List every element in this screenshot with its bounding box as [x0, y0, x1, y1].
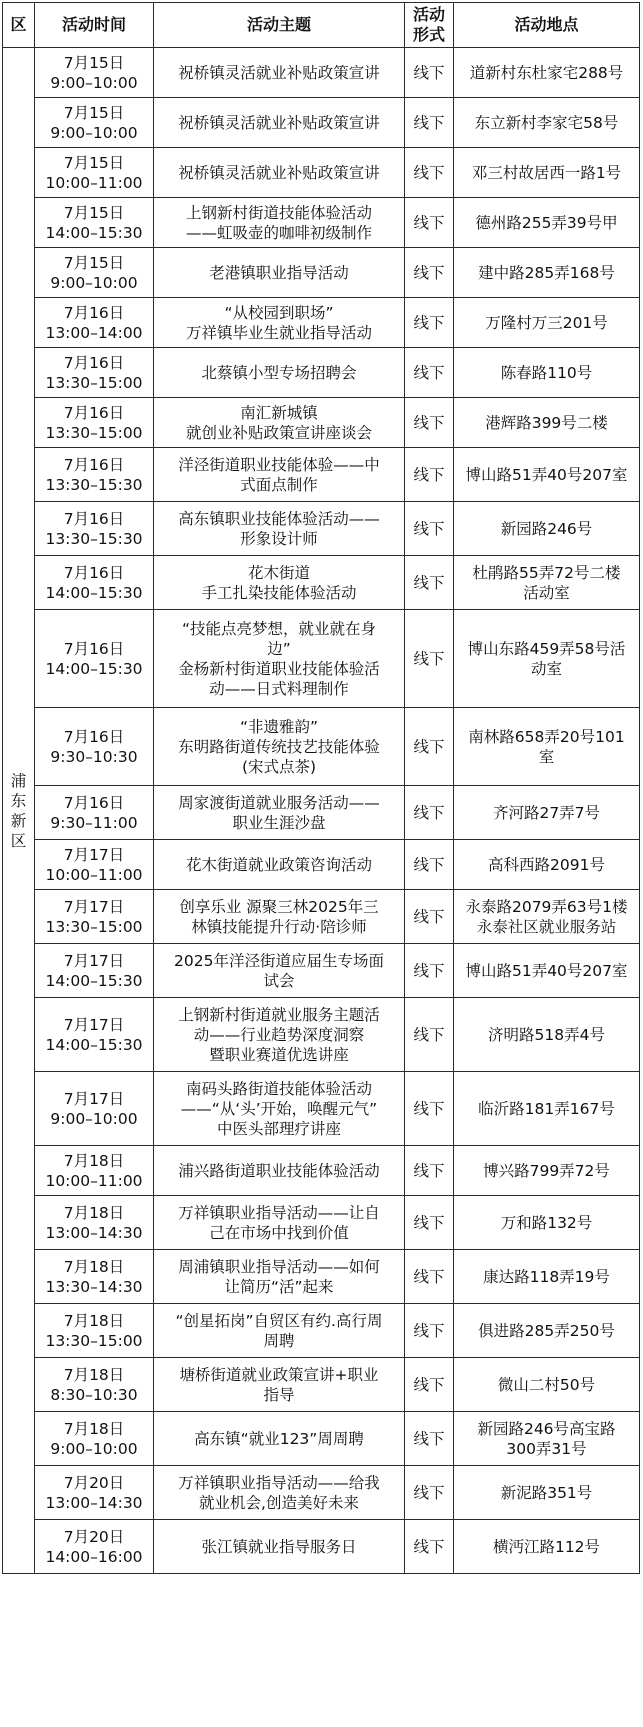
format-cell [405, 890, 454, 944]
format-text: 线下 [413, 1537, 445, 1556]
time-text: 7月17日 13:30–15:00 [45, 897, 143, 936]
format-text: 线下 [413, 649, 445, 668]
time-cell [35, 610, 154, 708]
format-cell [405, 1196, 454, 1250]
topic-cell [154, 1304, 405, 1358]
location-text: 康达路118弄19号 [483, 1267, 610, 1286]
format-cell [405, 98, 454, 148]
table-row [3, 890, 640, 944]
table-row [3, 1250, 640, 1304]
format-text: 线下 [413, 907, 445, 926]
format-cell [405, 448, 454, 502]
format-cell [405, 48, 454, 98]
topic-cell [154, 1412, 405, 1466]
time-cell [35, 1466, 154, 1520]
location-text: 永泰路2079弄63号1楼 永泰社区就业服务站 [465, 897, 628, 936]
table-row [3, 1412, 640, 1466]
format-text: 线下 [413, 1429, 445, 1448]
topic-text: 高东镇“就业123”周周聘 [194, 1429, 364, 1448]
location-cell [454, 1072, 640, 1146]
topic-cell [154, 248, 405, 298]
table-row [3, 944, 640, 998]
table-row [3, 1304, 640, 1358]
location-cell [454, 1466, 640, 1520]
time-text: 7月18日 9:00–10:00 [50, 1419, 138, 1458]
location-text: 俱进路285弄250号 [478, 1321, 615, 1340]
district-label: 浦 东 新 区 [10, 771, 27, 850]
table-row [3, 398, 640, 448]
format-text: 线下 [413, 163, 445, 182]
header-location: 活动地点 [454, 3, 640, 48]
format-text: 线下 [413, 363, 445, 382]
table-row [3, 556, 640, 610]
time-text: 7月20日 14:00–16:00 [45, 1527, 143, 1566]
location-text: 道新村东杜家宅288号 [469, 63, 624, 82]
location-cell [454, 786, 640, 840]
topic-cell [154, 148, 405, 198]
time-text: 7月16日 13:30–15:00 [45, 403, 143, 442]
topic-text: 祝桥镇灵活就业补贴政策宣讲 [178, 113, 380, 132]
location-text: 新园路246号高宝路 300弄31号 [477, 1419, 616, 1458]
location-cell [454, 944, 640, 998]
topic-cell [154, 298, 405, 348]
topic-text: 张江镇就业指导服务日 [201, 1537, 357, 1556]
format-text: 线下 [413, 213, 445, 232]
time-text: 7月18日 13:30–15:00 [45, 1311, 143, 1350]
format-cell [405, 556, 454, 610]
topic-cell [154, 1520, 405, 1574]
topic-text: 花木街道就业政策咨询活动 [185, 855, 372, 874]
location-cell [454, 1146, 640, 1196]
location-cell [454, 198, 640, 248]
format-cell [405, 998, 454, 1072]
table-row [3, 1196, 640, 1250]
table-row [3, 1072, 640, 1146]
topic-text: 老港镇职业指导活动 [209, 263, 349, 282]
topic-cell [154, 1466, 405, 1520]
time-text: 7月15日 9:00–10:00 [50, 253, 138, 292]
location-cell [454, 890, 640, 944]
topic-text: 周家渡街道就业服务活动—— 职业生涯沙盘 [178, 793, 380, 832]
time-cell [35, 840, 154, 890]
location-cell [454, 348, 640, 398]
time-cell [35, 348, 154, 398]
time-cell [35, 1072, 154, 1146]
table-row [3, 1520, 640, 1574]
location-text: 杜鹃路55弄72号二楼 活动室 [472, 563, 621, 602]
topic-cell [154, 840, 405, 890]
topic-cell [154, 348, 405, 398]
location-text: 临沂路181弄167号 [478, 1099, 615, 1118]
location-text: 建中路285弄168号 [478, 263, 615, 282]
location-cell [454, 840, 640, 890]
location-cell [454, 610, 640, 708]
topic-cell [154, 708, 405, 786]
format-text: 线下 [413, 961, 445, 980]
time-cell [35, 448, 154, 502]
format-cell [405, 398, 454, 448]
topic-cell [154, 998, 405, 1072]
time-text: 7月16日 13:00–14:00 [45, 303, 143, 342]
schedule-body [3, 48, 640, 1574]
time-cell [35, 98, 154, 148]
topic-text: 万祥镇职业指导活动——让自 己在市场中找到价值 [178, 1203, 380, 1242]
time-cell [35, 1412, 154, 1466]
table-row [3, 448, 640, 502]
time-text: 7月16日 13:30–15:30 [45, 455, 143, 494]
time-cell [35, 1520, 154, 1574]
format-cell [405, 298, 454, 348]
format-text: 线下 [413, 737, 445, 756]
time-text: 7月16日 14:00–15:30 [45, 563, 143, 602]
time-cell [35, 398, 154, 448]
time-text: 7月15日 10:00–11:00 [45, 153, 143, 192]
time-text: 7月16日 14:00–15:30 [45, 639, 143, 678]
topic-text: 万祥镇职业指导活动——给我 就业机会,创造美好未来 [178, 1473, 380, 1512]
location-cell [454, 998, 640, 1072]
location-text: 博山路51弄40号207室 [465, 465, 628, 484]
location-text: 博兴路799弄72号 [483, 1161, 610, 1180]
table-row [3, 786, 640, 840]
format-cell [405, 1250, 454, 1304]
time-text: 7月17日 9:00–10:00 [50, 1089, 138, 1128]
format-text: 线下 [413, 413, 445, 432]
location-text: 新泥路351号 [500, 1483, 593, 1502]
location-text: 新园路246号 [500, 519, 593, 538]
time-text: 7月18日 10:00–11:00 [45, 1151, 143, 1190]
topic-cell [154, 1196, 405, 1250]
location-text: 南林路658弄20号101 室 [468, 727, 625, 766]
topic-text: 周浦镇职业指导活动——如何 让简历“活”起来 [178, 1257, 380, 1296]
topic-cell [154, 398, 405, 448]
format-cell [405, 1520, 454, 1574]
topic-cell [154, 944, 405, 998]
format-cell [405, 840, 454, 890]
topic-text: 上钢新村街道技能体验活动 ——虹吸壶的咖啡初级制作 [185, 203, 372, 242]
time-cell [35, 708, 154, 786]
time-cell [35, 248, 154, 298]
location-cell [454, 98, 640, 148]
topic-cell [154, 1072, 405, 1146]
location-cell [454, 1358, 640, 1412]
topic-text: 祝桥镇灵活就业补贴政策宣讲 [178, 63, 380, 82]
table-row [3, 348, 640, 398]
topic-cell [154, 1358, 405, 1412]
format-text: 线下 [413, 1099, 445, 1118]
table-row [3, 1466, 640, 1520]
location-cell [454, 556, 640, 610]
topic-text: 上钢新村街道就业服务主题活 动——行业趋势深度洞察 暨职业赛道优选讲座 [178, 1005, 380, 1064]
topic-text: 南汇新城镇 就创业补贴政策宣讲座谈会 [185, 403, 372, 442]
topic-text: 塘桥街道就业政策宣讲+职业 指导 [179, 1365, 379, 1404]
format-text: 线下 [413, 855, 445, 874]
time-cell [35, 1146, 154, 1196]
header-district: 区 [3, 3, 35, 48]
table-row [3, 198, 640, 248]
time-cell [35, 786, 154, 840]
format-text: 线下 [413, 263, 445, 282]
location-cell [454, 148, 640, 198]
header-time: 活动时间 [35, 3, 154, 48]
topic-text: 南码头路街道技能体验活动 ——“从‘头’开始，唤醒元气” 中医头部理疗讲座 [180, 1079, 378, 1138]
district-cell [3, 48, 35, 1574]
format-cell [405, 502, 454, 556]
time-cell [35, 556, 154, 610]
time-cell [35, 944, 154, 998]
format-cell [405, 786, 454, 840]
topic-text: “非遗雅韵” 东明路街道传统技艺技能体验 (宋式点茶) [178, 717, 380, 776]
format-text: 线下 [413, 519, 445, 538]
table-row [3, 502, 640, 556]
format-text: 线下 [413, 1025, 445, 1044]
location-text: 博山路51弄40号207室 [465, 961, 628, 980]
topic-cell [154, 48, 405, 98]
format-text: 线下 [413, 1321, 445, 1340]
time-cell [35, 48, 154, 98]
format-cell [405, 348, 454, 398]
table-row [3, 708, 640, 786]
time-cell [35, 198, 154, 248]
time-text: 7月17日 14:00–15:30 [45, 951, 143, 990]
location-cell [454, 398, 640, 448]
format-text: 线下 [413, 465, 445, 484]
format-text: 线下 [413, 1213, 445, 1232]
time-text: 7月18日 13:30–14:30 [45, 1257, 143, 1296]
time-text: 7月16日 13:30–15:00 [45, 353, 143, 392]
format-text: 线下 [413, 803, 445, 822]
topic-cell [154, 610, 405, 708]
format-cell [405, 198, 454, 248]
topic-text: 高东镇职业技能体验活动—— 形象设计师 [178, 509, 380, 548]
topic-cell [154, 448, 405, 502]
location-cell [454, 1304, 640, 1358]
time-text: 7月15日 9:00–10:00 [50, 103, 138, 142]
location-text: 港辉路399号二楼 [485, 413, 608, 432]
header-format: 活动形式 [405, 3, 454, 48]
location-text: 微山二村50号 [497, 1375, 596, 1394]
time-cell [35, 298, 154, 348]
table-row [3, 1146, 640, 1196]
schedule-table [2, 2, 640, 1574]
location-text: 齐河路27弄7号 [492, 803, 601, 822]
time-text: 7月17日 10:00–11:00 [45, 845, 143, 884]
topic-cell [154, 556, 405, 610]
location-cell [454, 1196, 640, 1250]
time-cell [35, 1358, 154, 1412]
topic-text: 北蔡镇小型专场招聘会 [201, 363, 357, 382]
format-text: 线下 [413, 313, 445, 332]
location-cell [454, 1250, 640, 1304]
topic-cell [154, 1146, 405, 1196]
header-topic: 活动主题 [154, 3, 405, 48]
time-text: 7月18日 8:30–10:30 [50, 1365, 138, 1404]
location-text: 陈春路110号 [500, 363, 593, 382]
table-row [3, 998, 640, 1072]
topic-cell [154, 98, 405, 148]
table-row [3, 610, 640, 708]
format-text: 线下 [413, 113, 445, 132]
format-text: 线下 [413, 1483, 445, 1502]
table-row [3, 1358, 640, 1412]
topic-text: 浦兴路街道职业技能体验活动 [178, 1161, 380, 1180]
format-cell [405, 944, 454, 998]
format-text: 线下 [413, 1267, 445, 1286]
table-row [3, 98, 640, 148]
table-row [3, 248, 640, 298]
location-text: 万和路132号 [500, 1213, 593, 1232]
topic-text: “从校园到职场” 万祥镇毕业生就业指导活动 [185, 303, 372, 342]
format-text: 线下 [413, 573, 445, 592]
topic-text: 祝桥镇灵活就业补贴政策宣讲 [178, 163, 380, 182]
table-row [3, 840, 640, 890]
location-cell [454, 248, 640, 298]
header-row [3, 3, 640, 48]
format-cell [405, 1146, 454, 1196]
format-cell [405, 708, 454, 786]
format-cell [405, 1304, 454, 1358]
format-cell [405, 148, 454, 198]
format-cell [405, 1358, 454, 1412]
table-row [3, 298, 640, 348]
location-cell [454, 708, 640, 786]
time-text: 7月16日 9:30–10:30 [50, 727, 138, 766]
location-cell [454, 448, 640, 502]
time-text: 7月20日 13:00–14:30 [45, 1473, 143, 1512]
format-text: 线下 [413, 63, 445, 82]
format-cell [405, 1072, 454, 1146]
time-cell [35, 148, 154, 198]
format-cell [405, 248, 454, 298]
location-cell [454, 1412, 640, 1466]
topic-cell [154, 890, 405, 944]
topic-text: “创星拓岗”自贸区有约.高行周 周聘 [175, 1311, 383, 1350]
topic-cell [154, 502, 405, 556]
format-text: 线下 [413, 1161, 445, 1180]
location-text: 博山东路459弄58号活 动室 [467, 639, 626, 678]
topic-text: 创享乐业 源聚三林2025年三 林镇技能提升行动·陪诊师 [179, 897, 379, 936]
time-text: 7月16日 13:30–15:30 [45, 509, 143, 548]
topic-cell [154, 198, 405, 248]
location-cell [454, 1520, 640, 1574]
table-row [3, 48, 640, 98]
location-text: 高科西路2091号 [488, 855, 605, 874]
time-cell [35, 502, 154, 556]
time-cell [35, 1304, 154, 1358]
time-cell [35, 998, 154, 1072]
time-text: 7月15日 9:00–10:00 [50, 53, 138, 92]
time-cell [35, 890, 154, 944]
topic-cell [154, 786, 405, 840]
time-cell [35, 1196, 154, 1250]
topic-text: 2025年洋泾街道应届生专场面 试会 [174, 951, 384, 990]
topic-text: “技能点亮梦想，就业就在身 边” 金杨新村街道职业技能体验活 动——日式料理制作 [178, 619, 380, 698]
time-text: 7月16日 9:30–11:00 [50, 793, 138, 832]
topic-text: 花木街道 手工扎染技能体验活动 [201, 563, 357, 602]
time-text: 7月17日 14:00–15:30 [45, 1015, 143, 1054]
topic-cell [154, 1250, 405, 1304]
location-cell [454, 298, 640, 348]
format-cell [405, 610, 454, 708]
location-text: 济明路518弄4号 [488, 1025, 605, 1044]
format-text: 线下 [413, 1375, 445, 1394]
location-text: 德州路255弄39号甲 [475, 213, 618, 232]
location-text: 横沔江路112号 [492, 1537, 601, 1556]
table-row [3, 148, 640, 198]
topic-text: 洋泾街道职业技能体验——中 式面点制作 [178, 455, 380, 494]
time-cell [35, 1250, 154, 1304]
location-text: 邓三村故居西一路1号 [471, 163, 622, 182]
time-text: 7月18日 13:00–14:30 [45, 1203, 143, 1242]
format-cell [405, 1412, 454, 1466]
location-cell [454, 48, 640, 98]
time-text: 7月15日 14:00–15:30 [45, 203, 143, 242]
location-text: 万隆村万三201号 [485, 313, 608, 332]
location-cell [454, 502, 640, 556]
format-cell [405, 1466, 454, 1520]
location-text: 东立新村李家宅58号 [474, 113, 619, 132]
